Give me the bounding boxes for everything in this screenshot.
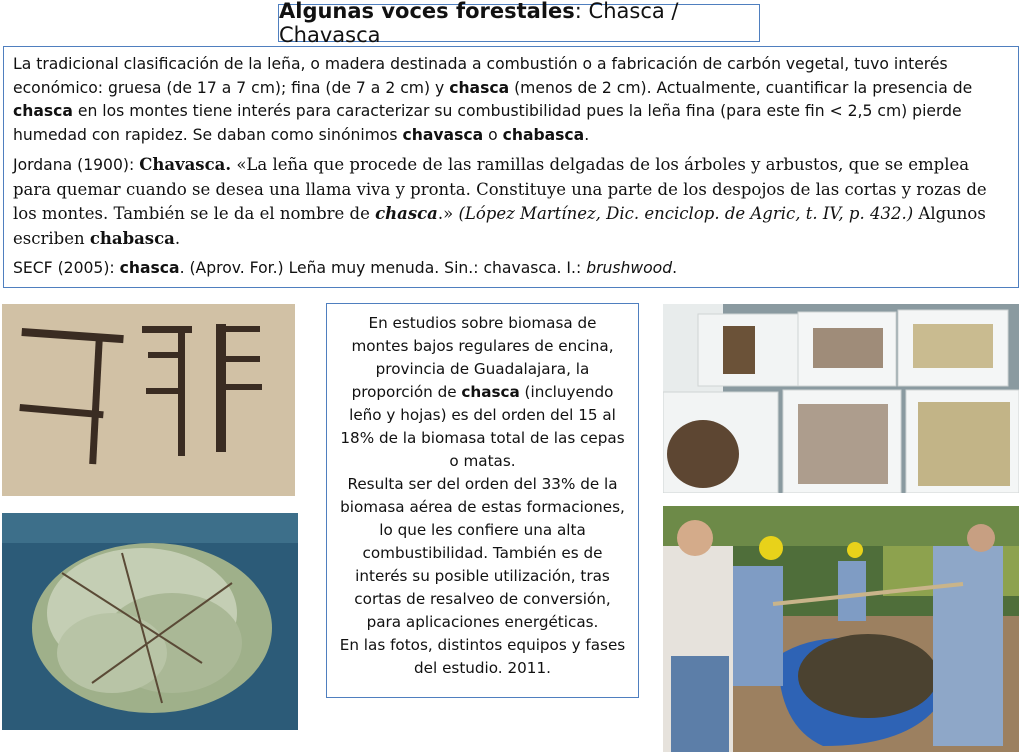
photo-leaf-pile — [2, 513, 298, 730]
page-title — [278, 0, 760, 47]
photo-field-team — [663, 506, 1019, 752]
study-text-3: En las fotos, distintos equipos y fases del estudio. 2011. — [339, 636, 626, 677]
biomass-study-box — [326, 303, 639, 698]
title-bold: Algunas voces forestales — [279, 0, 575, 23]
title-rest: : Chasca / Chavasca — [279, 0, 679, 47]
paragraph-secf: SECF (2005): chasca. (Aprov. For.) Leña muy menuda. Sin.: chavasca. I.: brushwood. — [13, 259, 678, 277]
paragraph-classification: La tradicional clasificación de la leña, o madera destinada a combustión o a fabricación de carbón vegetal, tuvo interés económico: gruesa (de 17 a 7 cm); fina (de 7 a 2 cm) y chasca (menos de 2 cm). Actualmente, cuantificar la presencia de chasca en los montes tiene interés para caracterizar su combustibilidad pues la leña fina (para este fin < 2,5 cm) pierde humedad con rapidez. Se daban como sinónimos chavasca o chabasca. — [13, 55, 973, 144]
photo-calipers — [2, 304, 295, 496]
photo-sample-trays — [663, 304, 1019, 493]
study-text-2: Resulta ser del orden del 33% de la biomasa aérea de estas formaciones, lo que les confiere una alta combustibilidad. También es de interés su posible utilización, tras cortas de resalveo de conversión, para aplicaciones energéticas. — [340, 475, 625, 631]
definition-box — [3, 46, 1019, 288]
paragraph-jordana: Jordana (1900): Chavasca. «La leña que procede de las ramillas delgadas de los árboles y arbustos, que se emplea para quemar cuando se desea una llama viva y pronta. Constituye una parte de los despojos de las cortas y rozas de los montes. También se le da el nombre de chasca.» (López Martínez, Dic. enciclop. de Agric, t. IV, p. 432.) Algunos escriben chabasca. — [13, 155, 987, 248]
study-text-1: En estudios sobre biomasa de montes bajos regulares de encina, provincia de Guadalajara, la proporción de chasca (incluyendo leño y hojas) es del orden del 15 al 18% de la biomasa total de las cepas o matas. — [340, 314, 625, 470]
